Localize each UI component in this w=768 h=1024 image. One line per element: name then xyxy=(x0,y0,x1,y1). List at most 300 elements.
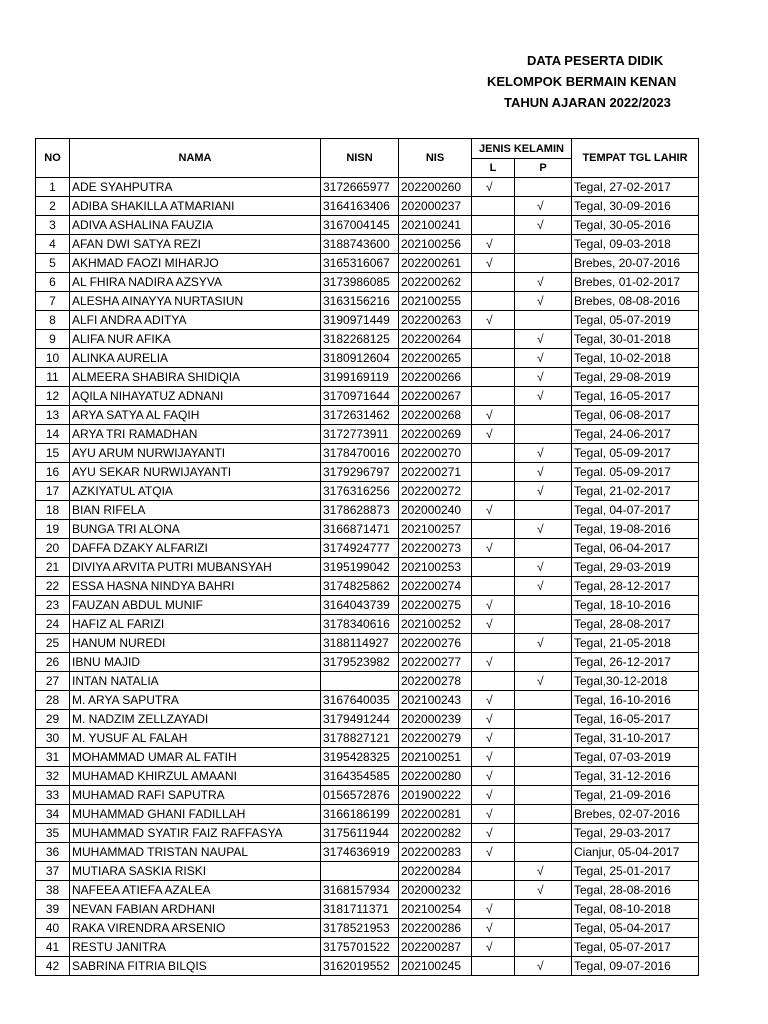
cell-no: 28 xyxy=(36,691,70,710)
cell-tempat-tgl-lahir: Tegal, 27-02-2017 xyxy=(572,178,699,197)
cell-tempat-tgl-lahir: Tegal, 06-04-2017 xyxy=(572,539,699,558)
cell-nis: 202100241 xyxy=(399,216,472,235)
cell-nis: 202200287 xyxy=(399,938,472,957)
cell-gender-l: √ xyxy=(472,824,515,843)
cell-nisn: 3174825862 xyxy=(321,577,399,596)
cell-nama: DIVIYA ARVITA PUTRI MUBANSYAH xyxy=(70,558,321,577)
cell-nis: 202200274 xyxy=(399,577,472,596)
cell-nisn: 3172665977 xyxy=(321,178,399,197)
table-row xyxy=(36,729,699,748)
cell-gender-l xyxy=(472,957,515,976)
header-l: L xyxy=(472,159,515,178)
cell-no: 42 xyxy=(36,957,70,976)
cell-gender-l: √ xyxy=(472,767,515,786)
cell-nama: MUHAMAD KHIRZUL AMAANI xyxy=(70,767,321,786)
cell-gender-l xyxy=(472,672,515,691)
student-table xyxy=(35,138,699,976)
cell-nis: 202100254 xyxy=(399,900,472,919)
cell-nisn: 3162019552 xyxy=(321,957,399,976)
cell-gender-p: √ xyxy=(515,634,572,653)
table-row xyxy=(36,520,699,539)
cell-nisn: 3188743600 xyxy=(321,235,399,254)
cell-nis: 202200273 xyxy=(399,539,472,558)
cell-tempat-tgl-lahir: Tegal, 09-03-2018 xyxy=(572,235,699,254)
cell-nisn: 3181711371 xyxy=(321,900,399,919)
cell-nama: AL FHIRA NADIRA AZSYVA xyxy=(70,273,321,292)
table-row xyxy=(36,406,699,425)
cell-nis: 202200263 xyxy=(399,311,472,330)
cell-tempat-tgl-lahir: Tegal, 30-01-2018 xyxy=(572,330,699,349)
cell-gender-p xyxy=(515,729,572,748)
cell-tempat-tgl-lahir: Brebes, 01-02-2017 xyxy=(572,273,699,292)
cell-gender-l xyxy=(472,292,515,311)
cell-tempat-tgl-lahir: Tegal, 29-03-2019 xyxy=(572,558,699,577)
cell-gender-p xyxy=(515,254,572,273)
cell-nisn: 3168157934 xyxy=(321,881,399,900)
table-row xyxy=(36,558,699,577)
table-row xyxy=(36,672,699,691)
cell-tempat-tgl-lahir: Tegal, 19-08-2016 xyxy=(572,520,699,539)
table-row xyxy=(36,501,699,520)
cell-nama: M. ARYA SAPUTRA xyxy=(70,691,321,710)
cell-nis: 202200269 xyxy=(399,425,472,444)
cell-gender-l: √ xyxy=(472,748,515,767)
cell-nisn: 3188114927 xyxy=(321,634,399,653)
cell-nama: DAFFA DZAKY ALFARIZI xyxy=(70,539,321,558)
cell-nisn: 3164354585 xyxy=(321,767,399,786)
cell-gender-p xyxy=(515,178,572,197)
cell-nama: MUHAMMAD TRISTAN NAUPAL xyxy=(70,843,321,862)
table-row xyxy=(36,748,699,767)
cell-no: 11 xyxy=(36,368,70,387)
cell-gender-p xyxy=(515,748,572,767)
cell-gender-p: √ xyxy=(515,862,572,881)
cell-nisn: 3182268125 xyxy=(321,330,399,349)
cell-nisn: 3178521953 xyxy=(321,919,399,938)
cell-nisn: 3199169119 xyxy=(321,368,399,387)
cell-nama: BIAN RIFELA xyxy=(70,501,321,520)
header-no: NO xyxy=(36,139,70,178)
cell-gender-l xyxy=(472,216,515,235)
table-row xyxy=(36,634,699,653)
cell-nis: 202200275 xyxy=(399,596,472,615)
table-row xyxy=(36,900,699,919)
cell-tempat-tgl-lahir: Brebes, 02-07-2016 xyxy=(572,805,699,824)
cell-tempat-tgl-lahir: Tegal, 30-09-2016 xyxy=(572,197,699,216)
cell-gender-l: √ xyxy=(472,805,515,824)
cell-no: 4 xyxy=(36,235,70,254)
table-row xyxy=(36,311,699,330)
cell-tempat-tgl-lahir: Tegal, 28-08-2016 xyxy=(572,881,699,900)
cell-nisn: 3195199042 xyxy=(321,558,399,577)
cell-gender-p: √ xyxy=(515,273,572,292)
table-row xyxy=(36,444,699,463)
table-row xyxy=(36,957,699,976)
cell-nis: 202200271 xyxy=(399,463,472,482)
cell-gender-p xyxy=(515,805,572,824)
cell-nama: AQILA NIHAYATUZ ADNANI xyxy=(70,387,321,406)
cell-nama: MUTIARA SASKIA RISKI xyxy=(70,862,321,881)
cell-gender-p xyxy=(515,691,572,710)
cell-gender-l: √ xyxy=(472,501,515,520)
cell-nama: ALMEERA SHABIRA SHIDIQIA xyxy=(70,368,321,387)
table-row xyxy=(36,805,699,824)
cell-no: 25 xyxy=(36,634,70,653)
cell-nis: 202000237 xyxy=(399,197,472,216)
cell-nisn: 3190971449 xyxy=(321,311,399,330)
cell-tempat-tgl-lahir: Brebes, 08-08-2016 xyxy=(572,292,699,311)
cell-no: 27 xyxy=(36,672,70,691)
cell-nisn: 3164163406 xyxy=(321,197,399,216)
cell-gender-l: √ xyxy=(472,425,515,444)
title-line-2: KELOMPOK BERMAIN KENAN xyxy=(487,74,677,89)
cell-gender-p: √ xyxy=(515,216,572,235)
cell-nis: 202100243 xyxy=(399,691,472,710)
cell-nama: ESSA HASNA NINDYA BAHRI xyxy=(70,577,321,596)
cell-tempat-tgl-lahir: Tegal, 16-05-2017 xyxy=(572,387,699,406)
cell-gender-l xyxy=(472,577,515,596)
cell-tempat-tgl-lahir: Tegal, 26-12-2017 xyxy=(572,653,699,672)
cell-nis: 202200262 xyxy=(399,273,472,292)
cell-no: 22 xyxy=(36,577,70,596)
cell-nama: M. NADZIM ZELLZAYADI xyxy=(70,710,321,729)
cell-gender-l: √ xyxy=(472,919,515,938)
cell-gender-p: √ xyxy=(515,444,572,463)
cell-nama: INTAN NATALIA xyxy=(70,672,321,691)
cell-tempat-tgl-lahir: Tegal, 06-08-2017 xyxy=(572,406,699,425)
table-row xyxy=(36,330,699,349)
cell-gender-p xyxy=(515,900,572,919)
cell-nama: ALESHA AINAYYA NURTASIUN xyxy=(70,292,321,311)
cell-tempat-tgl-lahir: Tegal, 07-03-2019 xyxy=(572,748,699,767)
table-row xyxy=(36,197,699,216)
cell-nis: 202200282 xyxy=(399,824,472,843)
cell-gender-p xyxy=(515,919,572,938)
table-row xyxy=(36,425,699,444)
cell-no: 13 xyxy=(36,406,70,425)
title-line-1: DATA PESERTA DIDIK xyxy=(527,53,664,68)
cell-no: 35 xyxy=(36,824,70,843)
cell-nama: AYU SEKAR NURWIJAYANTI xyxy=(70,463,321,482)
cell-nis: 202200266 xyxy=(399,368,472,387)
cell-tempat-tgl-lahir: Tegal,30-12-2018 xyxy=(572,672,699,691)
cell-no: 20 xyxy=(36,539,70,558)
cell-nis: 202200278 xyxy=(399,672,472,691)
cell-gender-p xyxy=(515,406,572,425)
cell-nisn xyxy=(321,672,399,691)
cell-gender-l: √ xyxy=(472,254,515,273)
table-row xyxy=(36,596,699,615)
header-p: P xyxy=(515,159,572,178)
cell-tempat-tgl-lahir: Tegal. 05-09-2017 xyxy=(572,463,699,482)
cell-nisn: 3175611944 xyxy=(321,824,399,843)
cell-nama: SABRINA FITRIA BILQIS xyxy=(70,957,321,976)
header-tempat-tgl-lahir: TEMPAT TGL LAHIR xyxy=(572,139,699,178)
cell-tempat-tgl-lahir: Brebes, 20-07-2016 xyxy=(572,254,699,273)
cell-nisn: 3178628873 xyxy=(321,501,399,520)
cell-nis: 202000240 xyxy=(399,501,472,520)
cell-nisn: 3173986085 xyxy=(321,273,399,292)
cell-nisn: 3179523982 xyxy=(321,653,399,672)
table-row xyxy=(36,767,699,786)
cell-no: 17 xyxy=(36,482,70,501)
cell-tempat-tgl-lahir: Tegal, 16-10-2016 xyxy=(572,691,699,710)
cell-no: 9 xyxy=(36,330,70,349)
cell-gender-p xyxy=(515,843,572,862)
cell-no: 33 xyxy=(36,786,70,805)
cell-nisn: 3175701522 xyxy=(321,938,399,957)
cell-nis: 202200276 xyxy=(399,634,472,653)
cell-gender-l xyxy=(472,862,515,881)
cell-gender-l xyxy=(472,558,515,577)
cell-gender-l xyxy=(472,520,515,539)
cell-gender-p: √ xyxy=(515,482,572,501)
cell-no: 23 xyxy=(36,596,70,615)
cell-gender-p: √ xyxy=(515,957,572,976)
cell-gender-l xyxy=(472,368,515,387)
cell-no: 10 xyxy=(36,349,70,368)
cell-gender-l xyxy=(472,444,515,463)
cell-nama: HAFIZ AL FARIZI xyxy=(70,615,321,634)
cell-gender-p: √ xyxy=(515,520,572,539)
cell-nisn: 3178827121 xyxy=(321,729,399,748)
cell-tempat-tgl-lahir: Tegal, 16-05-2017 xyxy=(572,710,699,729)
cell-gender-p: √ xyxy=(515,197,572,216)
cell-tempat-tgl-lahir: Tegal, 24-06-2017 xyxy=(572,425,699,444)
cell-nis: 202200268 xyxy=(399,406,472,425)
cell-tempat-tgl-lahir: Tegal, 08-10-2018 xyxy=(572,900,699,919)
cell-gender-p xyxy=(515,425,572,444)
cell-nis: 202200283 xyxy=(399,843,472,862)
cell-gender-p xyxy=(515,824,572,843)
cell-tempat-tgl-lahir: Tegal, 09-07-2016 xyxy=(572,957,699,976)
cell-nama: ARYA SATYA AL FAQIH xyxy=(70,406,321,425)
cell-no: 19 xyxy=(36,520,70,539)
cell-nis: 201900222 xyxy=(399,786,472,805)
table-row xyxy=(36,710,699,729)
cell-no: 40 xyxy=(36,919,70,938)
header-nisn: NISN xyxy=(321,139,399,178)
cell-gender-p: √ xyxy=(515,330,572,349)
cell-nisn: 3179296797 xyxy=(321,463,399,482)
cell-no: 24 xyxy=(36,615,70,634)
cell-nisn: 3172773911 xyxy=(321,425,399,444)
table-row xyxy=(36,349,699,368)
cell-gender-l: √ xyxy=(472,178,515,197)
document-title-block xyxy=(480,50,768,113)
cell-nama: ALIFA NUR AFIKA xyxy=(70,330,321,349)
table-row xyxy=(36,292,699,311)
cell-gender-l xyxy=(472,197,515,216)
table-row xyxy=(36,368,699,387)
cell-nisn: 3174924777 xyxy=(321,539,399,558)
header-jenis-kelamin: JENIS KELAMIN xyxy=(472,139,572,159)
header-nis: NIS xyxy=(399,139,472,178)
cell-nama: ADE SYAHPUTRA xyxy=(70,178,321,197)
cell-gender-l: √ xyxy=(472,729,515,748)
cell-nisn: 3166186199 xyxy=(321,805,399,824)
cell-nama: MUHAMMAD SYATIR FAIZ RAFFASYA xyxy=(70,824,321,843)
cell-nama: AZKIYATUL ATQIA xyxy=(70,482,321,501)
cell-nama: NAFEEA ATIEFA AZALEA xyxy=(70,881,321,900)
cell-nisn: 3174636919 xyxy=(321,843,399,862)
cell-nama: AYU ARUM NURWIJAYANTI xyxy=(70,444,321,463)
title-line-3: TAHUN AJARAN 2022/2023 xyxy=(504,95,671,110)
cell-no: 37 xyxy=(36,862,70,881)
cell-tempat-tgl-lahir: Tegal, 21-09-2016 xyxy=(572,786,699,805)
cell-nama: NEVAN FABIAN ARDHANI xyxy=(70,900,321,919)
cell-nisn: 0156572876 xyxy=(321,786,399,805)
cell-gender-l: √ xyxy=(472,539,515,558)
table-row xyxy=(36,843,699,862)
cell-nama: ARYA TRI RAMADHAN xyxy=(70,425,321,444)
cell-gender-p xyxy=(515,596,572,615)
table-row xyxy=(36,824,699,843)
cell-gender-l xyxy=(472,387,515,406)
cell-nis: 202000239 xyxy=(399,710,472,729)
cell-nisn: 3195428325 xyxy=(321,748,399,767)
cell-gender-p xyxy=(515,767,572,786)
cell-no: 26 xyxy=(36,653,70,672)
cell-nis: 202100255 xyxy=(399,292,472,311)
cell-no: 36 xyxy=(36,843,70,862)
cell-no: 41 xyxy=(36,938,70,957)
cell-nama: MUHAMMAD GHANI FADILLAH xyxy=(70,805,321,824)
cell-tempat-tgl-lahir: Tegal, 18-10-2016 xyxy=(572,596,699,615)
cell-no: 15 xyxy=(36,444,70,463)
cell-tempat-tgl-lahir: Tegal, 21-02-2017 xyxy=(572,482,699,501)
cell-no: 29 xyxy=(36,710,70,729)
cell-nama: FAUZAN ABDUL MUNIF xyxy=(70,596,321,615)
cell-gender-l: √ xyxy=(472,786,515,805)
cell-tempat-tgl-lahir: Tegal, 30-05-2016 xyxy=(572,216,699,235)
cell-no: 16 xyxy=(36,463,70,482)
cell-no: 14 xyxy=(36,425,70,444)
cell-gender-p xyxy=(515,653,572,672)
cell-tempat-tgl-lahir: Tegal, 05-04-2017 xyxy=(572,919,699,938)
cell-gender-p: √ xyxy=(515,881,572,900)
cell-nama: MOHAMMAD UMAR AL FATIH xyxy=(70,748,321,767)
cell-nis: 202200267 xyxy=(399,387,472,406)
cell-nisn: 3180912604 xyxy=(321,349,399,368)
cell-nama: HANUM NUREDI xyxy=(70,634,321,653)
cell-nama: ADIVA ASHALINA FAUZIA xyxy=(70,216,321,235)
cell-nis: 202100251 xyxy=(399,748,472,767)
cell-gender-p xyxy=(515,235,572,254)
cell-gender-l xyxy=(472,330,515,349)
cell-gender-p xyxy=(515,501,572,520)
cell-gender-p: √ xyxy=(515,463,572,482)
cell-nis: 202200260 xyxy=(399,178,472,197)
cell-gender-l: √ xyxy=(472,843,515,862)
table-row xyxy=(36,919,699,938)
cell-no: 3 xyxy=(36,216,70,235)
cell-gender-p: √ xyxy=(515,672,572,691)
cell-nisn: 3170971644 xyxy=(321,387,399,406)
cell-nis: 202200281 xyxy=(399,805,472,824)
cell-gender-l: √ xyxy=(472,653,515,672)
cell-nama: IBNU MAJID xyxy=(70,653,321,672)
cell-nisn: 3178340616 xyxy=(321,615,399,634)
cell-gender-p: √ xyxy=(515,558,572,577)
cell-no: 6 xyxy=(36,273,70,292)
cell-tempat-tgl-lahir: Tegal, 31-10-2017 xyxy=(572,729,699,748)
cell-nisn xyxy=(321,862,399,881)
cell-nama: AFAN DWI SATYA REZI xyxy=(70,235,321,254)
cell-gender-p: √ xyxy=(515,349,572,368)
cell-gender-l xyxy=(472,482,515,501)
cell-tempat-tgl-lahir: Tegal, 05-07-2017 xyxy=(572,938,699,957)
table-row xyxy=(36,273,699,292)
cell-tempat-tgl-lahir: Tegal, 28-12-2017 xyxy=(572,577,699,596)
cell-tempat-tgl-lahir: Tegal, 25-01-2017 xyxy=(572,862,699,881)
table-row xyxy=(36,577,699,596)
cell-gender-l: √ xyxy=(472,406,515,425)
cell-nisn: 3166871471 xyxy=(321,520,399,539)
cell-gender-p: √ xyxy=(515,368,572,387)
cell-no: 2 xyxy=(36,197,70,216)
cell-nis: 202200280 xyxy=(399,767,472,786)
cell-gender-l xyxy=(472,463,515,482)
cell-nisn: 3164043739 xyxy=(321,596,399,615)
table-row xyxy=(36,387,699,406)
cell-gender-p xyxy=(515,710,572,729)
cell-tempat-tgl-lahir: Tegal, 31-12-2016 xyxy=(572,767,699,786)
cell-nis: 202200264 xyxy=(399,330,472,349)
cell-nis: 202200286 xyxy=(399,919,472,938)
cell-gender-l: √ xyxy=(472,710,515,729)
cell-gender-l: √ xyxy=(472,900,515,919)
cell-nama: ALINKA AURELIA xyxy=(70,349,321,368)
cell-tempat-tgl-lahir: Tegal, 28-08-2017 xyxy=(572,615,699,634)
cell-gender-p xyxy=(515,615,572,634)
cell-nama: RESTU JANITRA xyxy=(70,938,321,957)
cell-no: 5 xyxy=(36,254,70,273)
table-row xyxy=(36,216,699,235)
cell-no: 39 xyxy=(36,900,70,919)
table-row xyxy=(36,235,699,254)
cell-gender-p xyxy=(515,311,572,330)
cell-nis: 202200265 xyxy=(399,349,472,368)
cell-nama: RAKA VIRENDRA ARSENIO xyxy=(70,919,321,938)
cell-no: 7 xyxy=(36,292,70,311)
table-row xyxy=(36,862,699,881)
cell-nama: M. YUSUF AL FALAH xyxy=(70,729,321,748)
cell-tempat-tgl-lahir: Tegal, 04-07-2017 xyxy=(572,501,699,520)
header-nama: NAMA xyxy=(70,139,321,178)
cell-no: 21 xyxy=(36,558,70,577)
cell-gender-p: √ xyxy=(515,387,572,406)
cell-nisn: 3176316256 xyxy=(321,482,399,501)
cell-nis: 202100253 xyxy=(399,558,472,577)
cell-gender-l xyxy=(472,273,515,292)
table-row xyxy=(36,938,699,957)
cell-nama: AKHMAD FAOZI MIHARJO xyxy=(70,254,321,273)
table-row xyxy=(36,539,699,558)
cell-nis: 202100256 xyxy=(399,235,472,254)
cell-gender-l xyxy=(472,634,515,653)
cell-nisn: 3167640035 xyxy=(321,691,399,710)
cell-gender-l: √ xyxy=(472,691,515,710)
cell-nisn: 3167004145 xyxy=(321,216,399,235)
cell-nama: ALFI ANDRA ADITYA xyxy=(70,311,321,330)
cell-gender-p xyxy=(515,539,572,558)
table-row xyxy=(36,463,699,482)
cell-tempat-tgl-lahir: Tegal, 29-03-2017 xyxy=(572,824,699,843)
cell-nis: 202200277 xyxy=(399,653,472,672)
table-row xyxy=(36,254,699,273)
table-body xyxy=(36,178,699,976)
